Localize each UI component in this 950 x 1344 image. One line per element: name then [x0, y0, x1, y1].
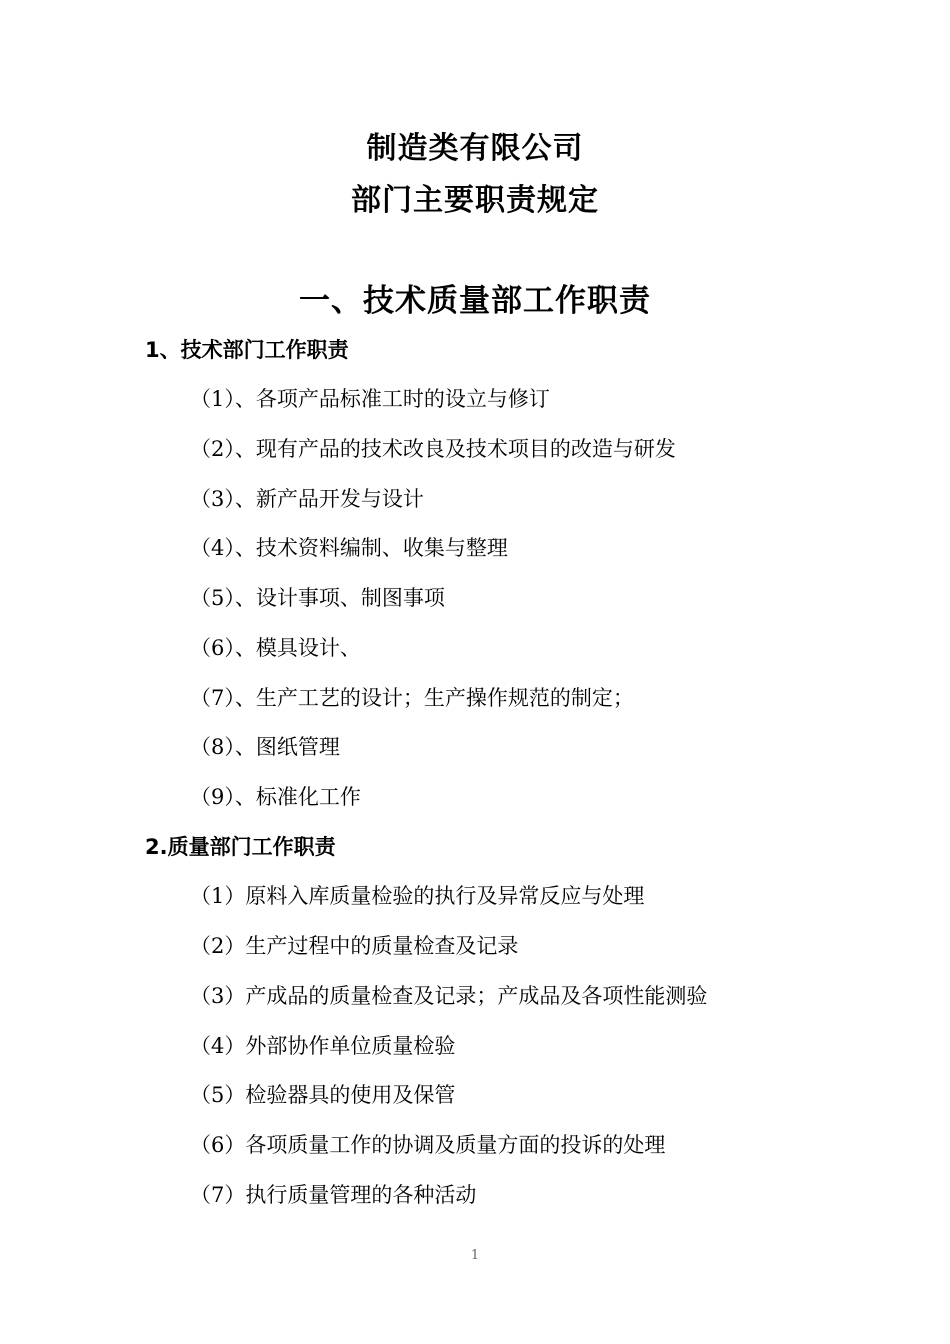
list-item: （4）、技术资料编制、收集与整理 [190, 536, 508, 560]
list-item: （7）执行质量管理的各种活动 [190, 1183, 477, 1207]
list-item: （3）产成品的质量检查及记录；产成品及各项性能测验 [190, 984, 708, 1008]
list-item: （6）、模具设计、 [190, 636, 361, 660]
list-item: （5）、设计事项、制图事项 [190, 586, 445, 610]
list-item: （3）、新产品开发与设计 [190, 487, 424, 511]
section-heading-quality: 2.质量部门工作职责 [145, 835, 336, 859]
company-title: 制造类有限公司 [366, 131, 584, 166]
document-title: 部门主要职责规定 [351, 183, 599, 218]
list-item: （1）、各项产品标准工时的设立与修订 [190, 387, 550, 411]
list-item: （5）检验器具的使用及保管 [190, 1083, 456, 1107]
list-item: （2）生产过程中的质量检查及记录 [190, 934, 519, 958]
list-item: （1）原料入库质量检验的执行及异常反应与处理 [190, 884, 645, 908]
page-number: 1 [470, 1248, 480, 1263]
list-item: （6）各项质量工作的协调及质量方面的投诉的处理 [190, 1133, 666, 1157]
list-item: （8）、图纸管理 [190, 735, 340, 759]
section-heading-technical: 1、技术部门工作职责 [145, 338, 349, 362]
list-item: （9）、标准化工作 [190, 785, 361, 809]
chapter-title: 一、技术质量部工作职责 [299, 283, 651, 319]
list-item: （7）、生产工艺的设计；生产操作规范的制定； [190, 686, 634, 710]
list-item: （4）外部协作单位质量检验 [190, 1034, 456, 1058]
list-item: （2）、现有产品的技术改良及技术项目的改造与研发 [190, 437, 676, 461]
